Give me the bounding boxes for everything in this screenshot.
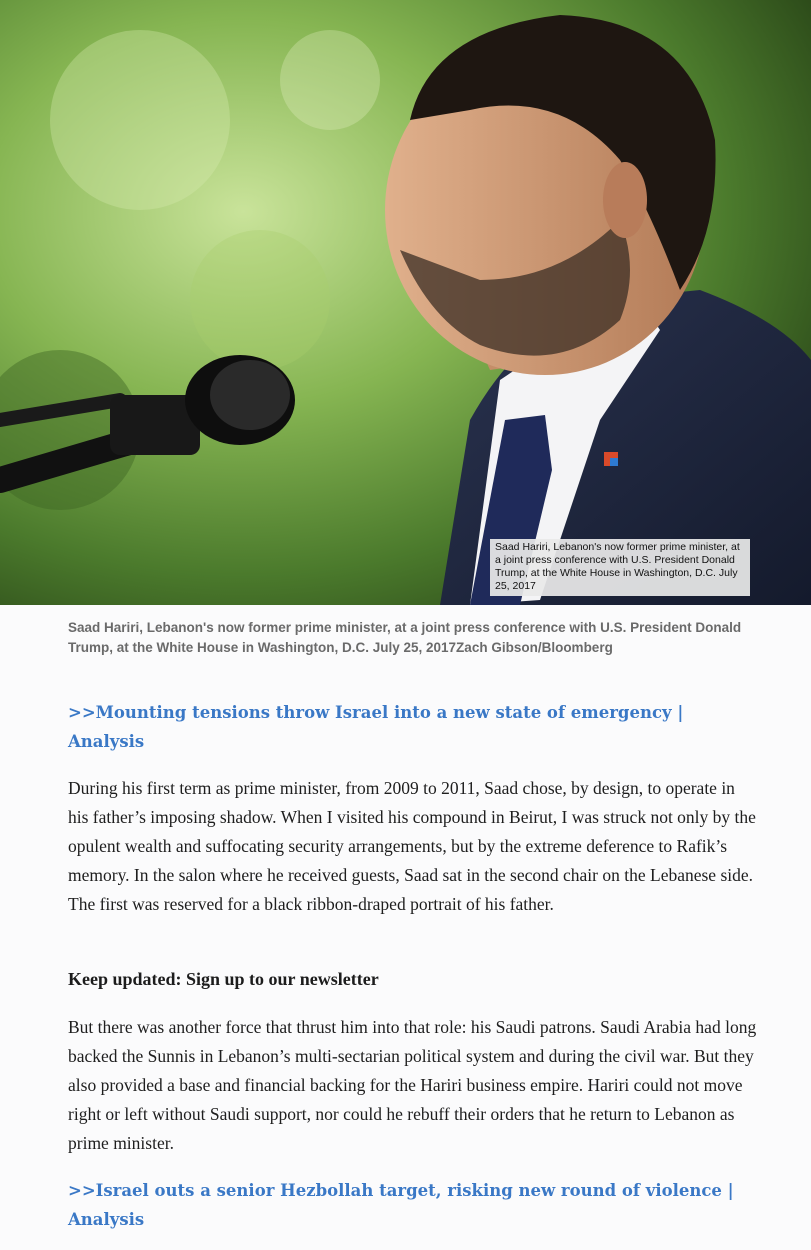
article-photo	[0, 0, 811, 605]
paragraph-1: During his first term as prime minister, from 2009 to 2011, Saad chose, by design, to operate in his father’s imposing shadow. When I visited his compound in Beirut, I was struck not only by the opulent wealth and suffocating security arrangements, but by the extreme deference to Rafik’s memory. In the salon where he received guests, Saad sat in the second chair on the Lebanese side. The first was reserved for a black ribbon-draped portrait of his father.	[68, 778, 756, 914]
newsletter-signup-link[interactable]: Keep updated: Sign up to our newsletter	[68, 969, 379, 989]
paragraph-2: But there was another force that thrust him into that role: his Saudi patrons. Saudi Arabia had long backed the Sunnis in Lebanon’s multi-sectarian political system and during the civil war. But they also provided a base and financial backing for the Hariri business empire. Hariri could not move right or left without Saudi support, nor could he rebuff their orders that he return to Lebanon as prime minister.	[68, 1017, 757, 1153]
photo-overlay-caption: Saad Hariri, Lebanon's now former prime minister, at a joint press conference with U.S. President Donald Trump, at the White House in Washington, D.C. July 25, 2017	[490, 539, 750, 596]
photo-illustration	[0, 0, 811, 605]
related-article-link-2[interactable]: >>Israel outs a senior Hezbollah target, risking new round of violence | Analysis	[68, 1181, 734, 1229]
photo-caption: Saad Hariri, Lebanon's now former prime minister, at a joint press conference with U.S. President Donald Trump, at the White House in Washington, D.C. July 25, 2017Zach Gibson/Bloomberg	[68, 620, 742, 655]
related-article-link-1[interactable]: >>Mounting tensions throw Israel into a new state of emergency | Analysis	[68, 703, 684, 751]
